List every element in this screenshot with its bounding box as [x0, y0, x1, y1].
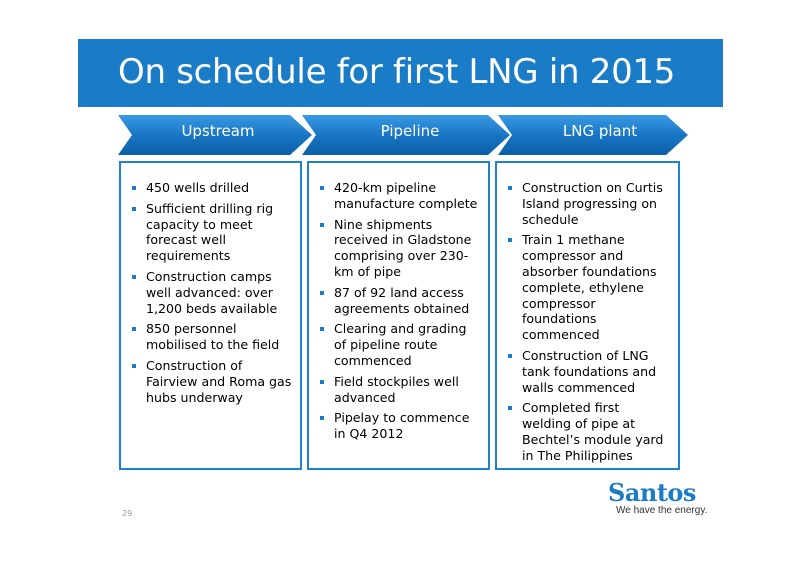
- bullet-icon: [320, 327, 324, 331]
- list-item: Pipelay to commence in Q4 2012: [317, 410, 482, 442]
- list-item: Sufficient drilling rig capacity to meet forecast well requirements: [129, 201, 294, 264]
- page-number: 29: [122, 509, 133, 518]
- bullet-icon: [320, 291, 324, 295]
- bullet-icon: [132, 186, 136, 190]
- logo-tagline: We have the energy.: [616, 505, 708, 516]
- list-item: Field stockpiles well advanced: [317, 374, 482, 406]
- bullet-icon: [508, 186, 512, 190]
- stage-label-pipeline: Pipeline: [380, 122, 440, 140]
- pipeline-list: [317, 180, 482, 442]
- list-item: 420-km pipeline manufacture complete: [317, 180, 482, 212]
- bullet-icon: [320, 223, 324, 227]
- stage-label-lng-plant: LNG plant: [562, 122, 638, 140]
- list-item: 87 of 92 land access agreements obtained: [317, 285, 482, 317]
- lng-plant-list: [505, 180, 672, 464]
- list-item: Construction on Curtis Island progressing on schedule: [505, 180, 672, 227]
- list-item: 450 wells drilled: [129, 180, 294, 196]
- list-item: Clearing and grading of pipeline route commenced: [317, 321, 482, 368]
- list-item: Completed first welding of pipe at Bechtel’s module yard in The Philippines: [505, 400, 672, 463]
- list-item: Construction camps well advanced: over 1,200 beds available: [129, 269, 294, 316]
- bullet-icon: [508, 406, 512, 410]
- bullet-icon: [132, 207, 136, 211]
- logo-wordmark: Santos: [608, 478, 696, 507]
- list-item: Nine shipments received in Gladstone comprising over 230-km of pipe: [317, 217, 482, 280]
- bullet-icon: [132, 327, 136, 331]
- list-item: Train 1 methane compressor and absorber foundations complete, ethylene compressor foundations commenced: [505, 232, 672, 343]
- bullet-icon: [320, 186, 324, 190]
- bullet-icon: [508, 354, 512, 358]
- pipeline-column: [307, 161, 490, 470]
- list-item: Construction of Fairview and Roma gas hubs underway: [129, 358, 294, 405]
- slide-title: On schedule for first LNG in 2015: [118, 52, 676, 92]
- santos-logo: [608, 478, 708, 516]
- bullet-icon: [320, 416, 324, 420]
- upstream-list: [129, 180, 294, 405]
- upstream-column: [119, 161, 302, 470]
- bullet-icon: [320, 380, 324, 384]
- bullet-icon: [132, 275, 136, 279]
- bullet-icon: [508, 238, 512, 242]
- stage-label-upstream: Upstream: [181, 122, 255, 140]
- list-item: Construction of LNG tank foundations and walls commenced: [505, 348, 672, 395]
- bullet-icon: [132, 364, 136, 368]
- list-item: 850 personnel mobilised to the field: [129, 321, 294, 353]
- lng-plant-column: [495, 161, 680, 470]
